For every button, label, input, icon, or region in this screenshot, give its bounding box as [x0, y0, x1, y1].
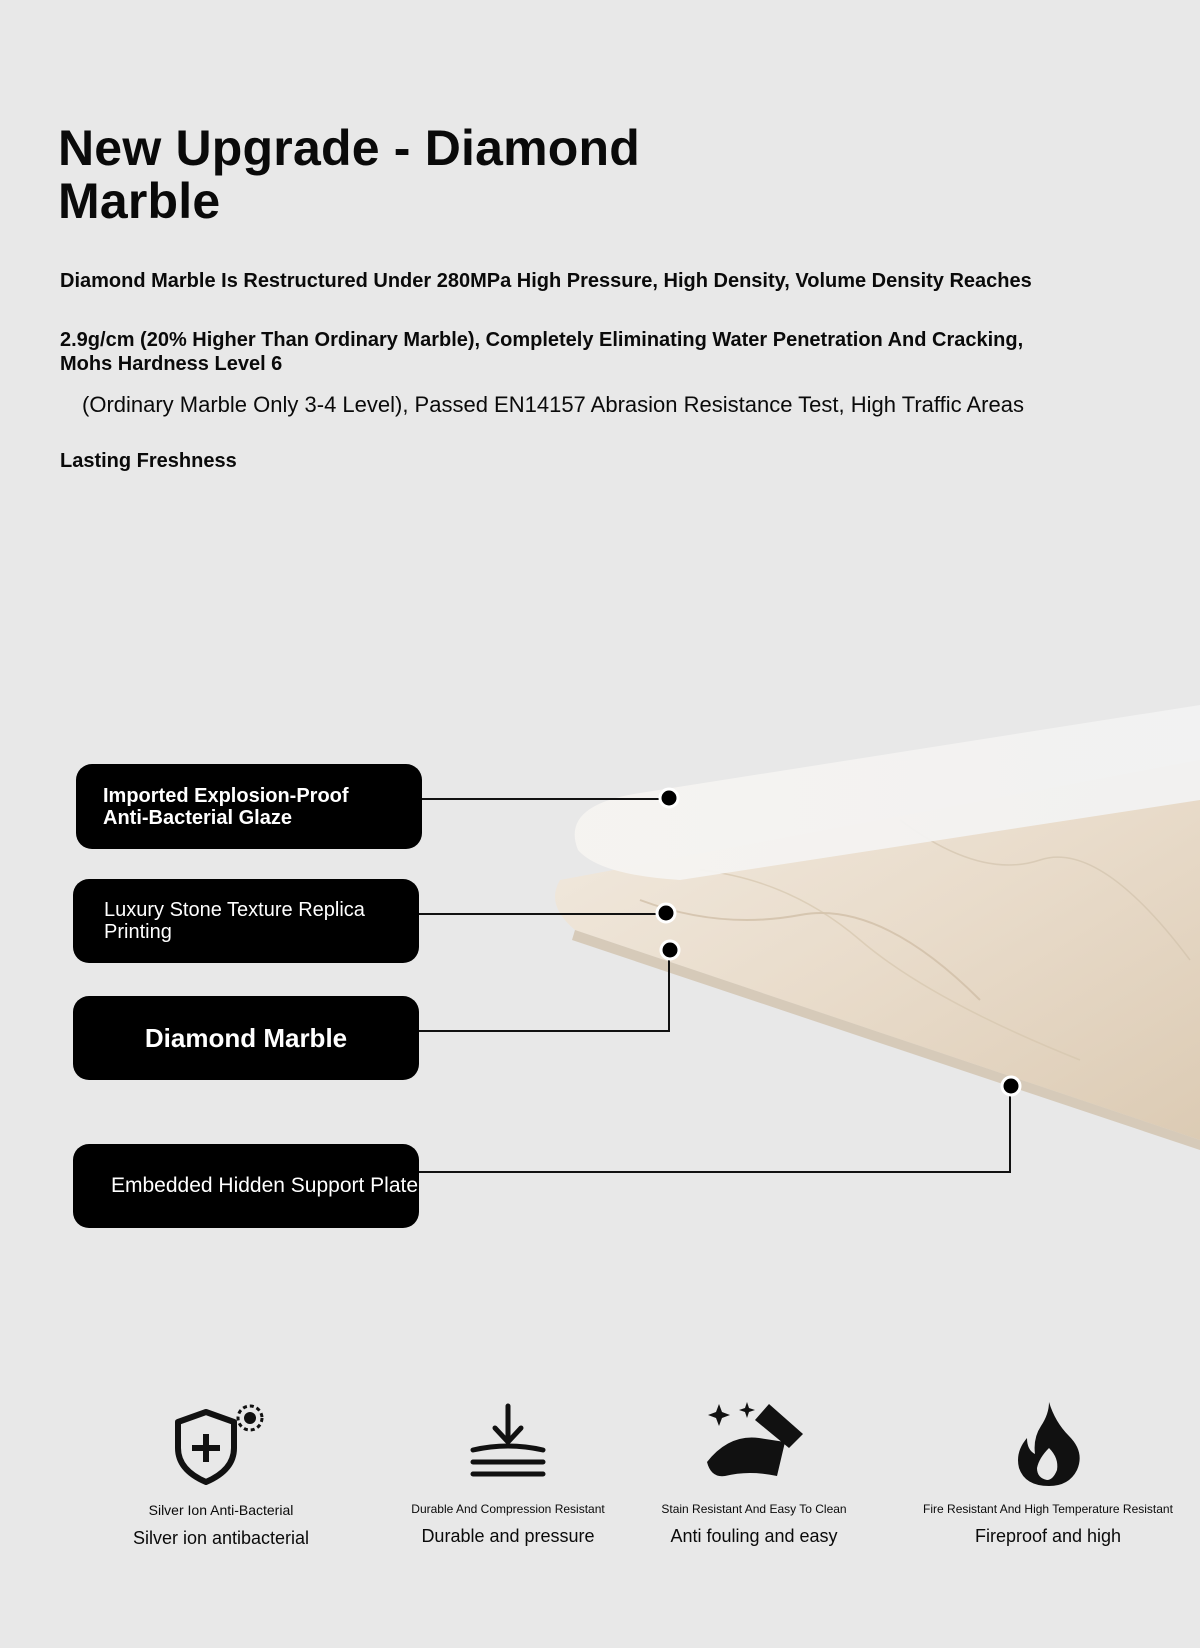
description-line-1: Diamond Marble Is Restructured Under 280MPa High Pressure, High Density, Volume Density Reaches [60, 270, 1032, 292]
feature-compression [383, 1398, 633, 1547]
feature-easy-clean [629, 1398, 879, 1547]
description-line-2: 2.9g/cm (20% Higher Than Ordinary Marble), Completely Eliminating Water Penetration And Cracking, Mohs Hardness Level 6 [60, 329, 1024, 375]
description-line-3: (Ordinary Marble Only 3-4 Level), Passed EN14157 Abrasion Resistance Test, High Traffic Areas [82, 392, 1024, 417]
flame-icon [993, 1398, 1103, 1488]
feature-antibacterial-name: Silver Ion Anti-Bacterial [148, 1502, 294, 1518]
label-diamond-marble-text: Diamond Marble [144, 1022, 348, 1053]
label-glaze-text: Imported Explosion-Proof Anti-Bacterial Glaze [103, 784, 349, 829]
page-title: New Upgrade - Diamond Marble [58, 120, 641, 229]
label-support-plate-text: Embedded Hidden Support Plate [111, 1174, 419, 1197]
feature-antibacterial [96, 1398, 346, 1549]
feature-fire-resistant-name: Fire Resistant And High Temperature Resistant [923, 1502, 1173, 1516]
label-texture [73, 879, 419, 963]
label-glaze [76, 764, 422, 849]
feature-antibacterial-subtitle: Silver ion antibacterial [132, 1528, 310, 1548]
pointer-dot-4 [1002, 1077, 1020, 1095]
pressure-arrow-icon [453, 1398, 563, 1488]
feature-easy-clean-name: Stain Resistant And Easy To Clean [661, 1502, 847, 1516]
label-diamond-marble [73, 996, 419, 1080]
feature-easy-clean-subtitle: Anti fouling and easy [670, 1526, 838, 1546]
feature-fire-resistant-subtitle: Fireproof and high [974, 1526, 1122, 1546]
clean-hand-icon [699, 1398, 809, 1488]
label-support-plate [73, 1144, 419, 1228]
pointer-dot-2 [657, 904, 675, 922]
feature-compression-subtitle: Durable and pressure [421, 1526, 595, 1546]
feature-compression-name: Durable And Compression Resistant [411, 1502, 605, 1516]
label-texture-text: Luxury Stone Texture Replica Printing [104, 899, 365, 943]
connector-layer-3 [418, 950, 669, 1031]
pointer-dot-1 [660, 789, 678, 807]
feature-fire-resistant [908, 1398, 1188, 1547]
pointer-dot-3 [661, 941, 679, 959]
description-line-4: Lasting Freshness [60, 450, 237, 472]
connector-layer-4 [418, 1086, 1010, 1172]
shield-plus-icon [166, 1398, 276, 1488]
